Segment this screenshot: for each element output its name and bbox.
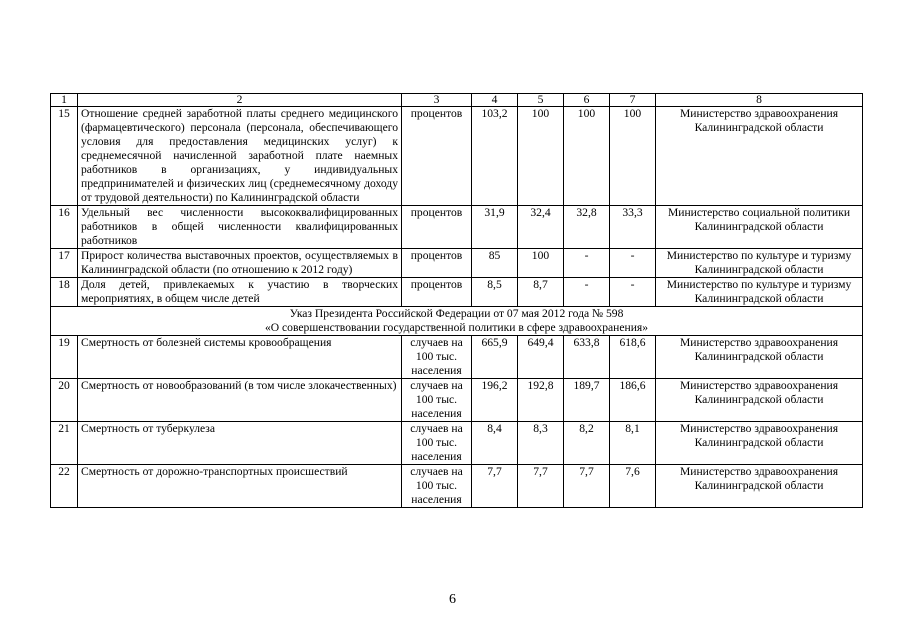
unit-cell: случаев на 100 тыс. населения (402, 422, 472, 465)
indicator-name: Смертность от дорожно-транспортных происшествий (78, 465, 402, 508)
table-row (51, 465, 863, 508)
table-row (51, 336, 863, 379)
responsible-org: Министерство здравоохранения Калининградской области (656, 379, 863, 422)
table-row (51, 249, 863, 278)
unit-cell: процентов (402, 107, 472, 206)
value-col4: 7,7 (472, 465, 518, 508)
indicator-name: Смертность от болезней системы кровообращения (78, 336, 402, 379)
row-number: 16 (51, 206, 78, 249)
value-col5: 100 (518, 249, 564, 278)
section-row (51, 307, 863, 336)
table-row (51, 422, 863, 465)
value-col7: - (610, 278, 656, 307)
row-number: 19 (51, 336, 78, 379)
value-col7: - (610, 249, 656, 278)
header-cell: 2 (78, 94, 402, 107)
responsible-org: Министерство по культуре и туризму Калининградской области (656, 278, 863, 307)
header-cell: 8 (656, 94, 863, 107)
header-cell: 4 (472, 94, 518, 107)
value-col6: - (564, 249, 610, 278)
page-number: 6 (449, 592, 456, 607)
value-col6: 8,2 (564, 422, 610, 465)
table-row (51, 379, 863, 422)
responsible-org: Министерство здравоохранения Калининградской области (656, 336, 863, 379)
indicator-name: Прирост количества выставочных проектов, осуществляемых в Калининградской области (по отношению к 2012 году) (78, 249, 402, 278)
indicator-name: Смертность от туберкулеза (78, 422, 402, 465)
unit-cell: случаев на 100 тыс. населения (402, 379, 472, 422)
value-col7: 8,1 (610, 422, 656, 465)
responsible-org: Министерство здравоохранения Калининградской области (656, 465, 863, 508)
table-row (51, 278, 863, 307)
value-col4: 85 (472, 249, 518, 278)
value-col4: 31,9 (472, 206, 518, 249)
responsible-org: Министерство здравоохранения Калининградской области (656, 107, 863, 206)
responsible-org: Министерство социальной политики Калининградской области (656, 206, 863, 249)
unit-cell: процентов (402, 278, 472, 307)
decree-title-line-2: «О совершенствовании государственной политики в сфере здравоохранения» (264, 321, 649, 334)
value-col6: 633,8 (564, 336, 610, 379)
indicator-name: Смертность от новообразований (в том числе злокачественных) (78, 379, 402, 422)
responsible-org: Министерство по культуре и туризму Калининградской области (656, 249, 863, 278)
header-cell: 3 (402, 94, 472, 107)
value-col4: 8,4 (472, 422, 518, 465)
value-col5: 100 (518, 107, 564, 206)
value-col5: 192,8 (518, 379, 564, 422)
value-col5: 8,7 (518, 278, 564, 307)
table-row (51, 107, 863, 206)
value-col6: - (564, 278, 610, 307)
header-cell: 6 (564, 94, 610, 107)
unit-cell: процентов (402, 249, 472, 278)
header-cell: 1 (51, 94, 78, 107)
unit-cell: случаев на 100 тыс. населения (402, 465, 472, 508)
decree-title-line-1: Указ Президента Российской Федерации от 07 мая 2012 года № 598 (289, 307, 624, 320)
row-number: 18 (51, 278, 78, 307)
value-col5: 649,4 (518, 336, 564, 379)
indicator-name: Отношение средней заработной платы среднего медицинского (фармацевтического) персонала (персонала, обеспечивающего условия для предоставления медицинских услуг) к среднемесячной начисленной заработной плате наемных работников в организациях, у индивидуальных предпринимателей и физических лиц (среднемесячному доходу от трудовой деятельности) по Калининградской области (78, 107, 402, 206)
row-number: 17 (51, 249, 78, 278)
value-col4: 103,2 (472, 107, 518, 206)
value-col7: 100 (610, 107, 656, 206)
row-number: 15 (51, 107, 78, 206)
value-col7: 33,3 (610, 206, 656, 249)
value-col7: 618,6 (610, 336, 656, 379)
value-col6: 32,8 (564, 206, 610, 249)
header-cell: 7 (610, 94, 656, 107)
row-number: 22 (51, 465, 78, 508)
unit-cell: процентов (402, 206, 472, 249)
indicators-table (50, 93, 863, 508)
table-row (51, 206, 863, 249)
header-cell: 5 (518, 94, 564, 107)
header-row (51, 94, 863, 107)
responsible-org: Министерство здравоохранения Калининградской области (656, 422, 863, 465)
value-col4: 665,9 (472, 336, 518, 379)
value-col5: 7,7 (518, 465, 564, 508)
row-number: 20 (51, 379, 78, 422)
indicator-name: Доля детей, привлекаемых к участию в творческих мероприятиях, в общем числе детей (78, 278, 402, 307)
row-number: 21 (51, 422, 78, 465)
indicator-name: Удельный вес численности высококвалифицированных работников в общей численности квалифицированных работников (78, 206, 402, 249)
value-col7: 186,6 (610, 379, 656, 422)
value-col6: 189,7 (564, 379, 610, 422)
value-col4: 196,2 (472, 379, 518, 422)
value-col7: 7,6 (610, 465, 656, 508)
value-col4: 8,5 (472, 278, 518, 307)
value-col5: 8,3 (518, 422, 564, 465)
unit-cell: случаев на 100 тыс. населения (402, 336, 472, 379)
value-col6: 100 (564, 107, 610, 206)
value-col5: 32,4 (518, 206, 564, 249)
value-col6: 7,7 (564, 465, 610, 508)
decree-section-title (51, 307, 863, 336)
